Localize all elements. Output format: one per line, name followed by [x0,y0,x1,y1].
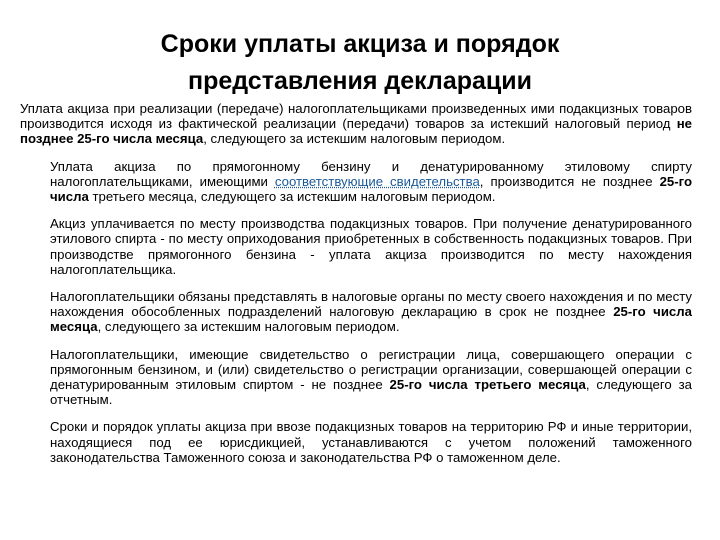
paragraph-certificate-holders [20,347,692,408]
paragraph-text: Акциз уплачивается по месту производства подакцизных товаров. При получение денатурированного этилового спирта - по месту оприходования приобретенных в собственность подакцизных товаров. При производстве прямогонного бензина - уплата акциза производится по месту нахождения налогоплательщика. [50,216,692,277]
title-line-1: Сроки уплаты акциза и порядок [160,30,560,58]
deadline-emphasis: не позднее 25-го числа месяца [20,116,692,147]
paragraph-text: Уплата акциза по прямогонному бензину и денатурированному этиловому спирту налогоплательщиками, имеющими [50,158,692,189]
paragraph-text: , следующего за отчетным. [50,377,692,408]
paragraph-text: Уплата акциза при реализации (передаче) налогоплательщиками произведенных ими подакцизных товаров производится исходя из фактической реализации (передачи) товаров за истекший налоговый период [20,101,692,132]
paragraph-place-of-payment [20,216,692,277]
paragraph-text: Налогоплательщики обязаны представлять в налоговые органы по месту своего нахождения и по месту нахождения обособленных подразделений налоговую декларацию в срок не позднее [50,289,692,320]
deadline-emphasis: 25-го числа [50,173,692,205]
content-body [20,101,692,477]
paragraph-text: Налогоплательщики, имеющие свидетельство о регистрации лица, совершающего операции с прямогонным бензином, и (или) свидетельство о регистрации организации, совершающей операции с денатурированным этиловым спиртом - не позднее [50,346,692,393]
deadline-emphasis: 25-го числа третьего месяца [389,377,586,393]
paragraph-import [20,419,692,465]
paragraph-gasoline-spirit [20,159,692,205]
deadline-emphasis: 25-го числа месяца [50,304,692,335]
paragraph-payment-deadline [20,101,692,147]
paragraph-text: , производится не позднее [479,173,660,189]
paragraph-declaration [20,289,692,335]
paragraph-text: Сроки и порядок уплаты акциза при ввозе подакцизных товаров на территорию РФ и иные территории, находящиеся под ее юрисдикцией, устанавливаются с учетом положений таможенного законодательства Таможенного союза и законодательства РФ о таможенном деле. [50,419,692,465]
title-line-2: представления декларации [187,67,533,95]
paragraph-text: , следующего за истекшим налоговым периодом. [97,319,400,335]
certificates-link[interactable]: соответствующие свидетельства [274,173,480,189]
paragraph-text: , следующего за истекшим налоговым периодом. [203,131,506,147]
paragraph-text: третьего месяца, следующего за истекшим налоговым периодом. [88,189,496,205]
page-title [0,26,720,100]
